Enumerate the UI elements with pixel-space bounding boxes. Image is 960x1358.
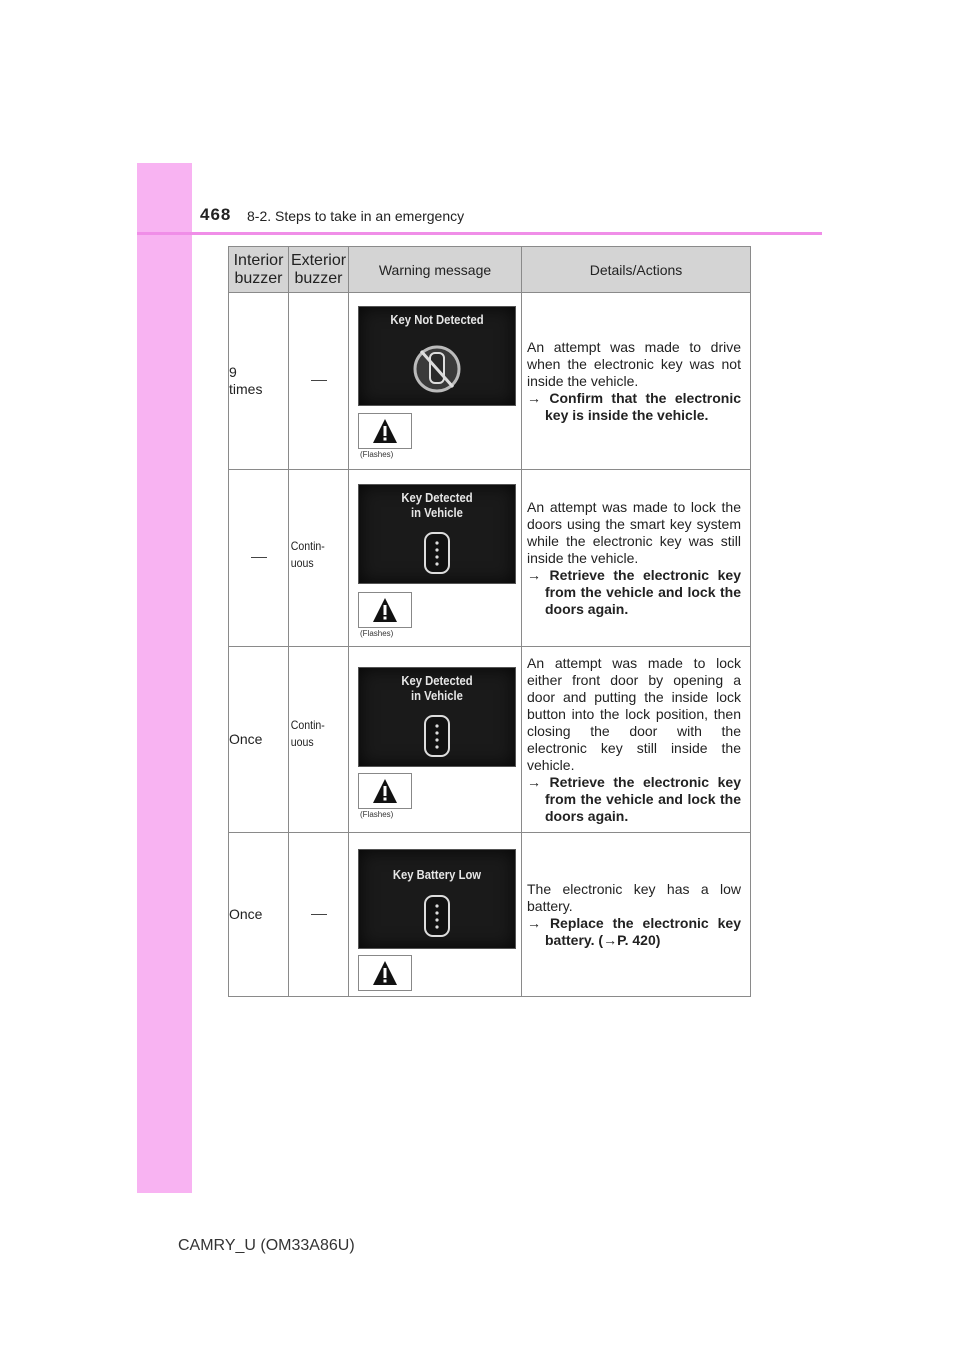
warning-table [228, 246, 751, 997]
display-screen [358, 306, 516, 406]
detail-text: The electronic key has a low battery. [527, 880, 741, 914]
key-fob-icon [359, 710, 515, 760]
screen-message: Key Battery Low [392, 868, 482, 882]
interior-buzzer-value: 9 times [229, 293, 289, 470]
dash-mark [251, 557, 267, 558]
details-actions-cell [522, 647, 751, 833]
footer-model-code: CAMRY_U (OM33A86U) [178, 1237, 355, 1254]
warning-triangle-box [358, 592, 412, 628]
header-interior-buzzer: Interior buzzer [229, 247, 289, 293]
interior-buzzer-value [229, 470, 289, 647]
screen-message: Key Detected in Vehicle [401, 491, 473, 520]
warning-triangle-box [358, 955, 412, 991]
detail-text: An attempt was made to lock either front door by opening a door and putting the inside lock button into the lock position, then closing the door with the electronic key still inside the vehicle. [527, 654, 741, 773]
detail-text: An attempt was made to lock the doors using the smart key system while the electronic key was still inside the vehicle. [527, 498, 741, 566]
interior-buzzer-value: Once [229, 833, 289, 997]
warning-triangle-icon [372, 778, 398, 804]
header-details-actions: Details/Actions [522, 247, 751, 293]
flashes-note: (Flashes) [360, 450, 394, 459]
exterior-buzzer-value [289, 293, 349, 470]
page-number: 468 [200, 205, 232, 224]
interior-buzzer-value: Once [229, 647, 289, 833]
exterior-buzzer-value: Contin-uous [289, 470, 349, 647]
details-actions-cell [522, 293, 751, 470]
details-actions-cell [522, 470, 751, 647]
display-screen [358, 849, 516, 949]
warning-triangle-icon [372, 597, 398, 623]
warning-triangle-box [358, 773, 412, 809]
warning-message-cell [349, 293, 522, 470]
section-title: 8-2. Steps to take in an emergency [247, 208, 465, 224]
warning-message-cell [349, 647, 522, 833]
warning-triangle-icon [372, 418, 398, 444]
display-screen [358, 667, 516, 767]
screen-message: Key Not Detected [390, 313, 484, 327]
table-row [229, 647, 751, 833]
exterior-buzzer-value: Contin-uous [289, 647, 349, 833]
dash-mark [311, 914, 327, 915]
warning-message-cell [349, 470, 522, 647]
key-fob-icon [359, 527, 515, 577]
warning-triangle-box [358, 413, 412, 449]
exterior-buzzer-value [289, 833, 349, 997]
action-text: → Retrieve the electronic key from the vehicle and lock the doors again. [527, 773, 741, 824]
flashes-note: (Flashes) [360, 810, 394, 819]
screen-message: Key Detected in Vehicle [401, 674, 473, 703]
dash-mark [311, 380, 327, 381]
header-rule [137, 232, 822, 235]
key-fob-icon [359, 890, 515, 940]
table-header-row [229, 247, 751, 293]
detail-text: An attempt was made to drive when the electronic key was not inside the vehicle. [527, 338, 741, 389]
action-text: → Confirm that the electronic key is inside the vehicle. [527, 389, 741, 423]
action-text: → Retrieve the electronic key from the vehicle and lock the doors again. [527, 566, 741, 617]
crossed-key-icon [359, 335, 515, 405]
display-screen [358, 484, 516, 584]
chapter-sidebar-tab [137, 163, 192, 1193]
header-warning-message: Warning message [349, 247, 522, 293]
header-exterior-buzzer: Exterior buzzer [289, 247, 349, 293]
warning-triangle-icon [372, 960, 398, 986]
flashes-note: (Flashes) [360, 629, 394, 638]
table-row [229, 293, 751, 470]
details-actions-cell [522, 833, 751, 997]
action-text: → Replace the electronic key battery. (→P. 420) [527, 914, 741, 948]
table-row [229, 833, 751, 997]
table-row [229, 470, 751, 647]
warning-message-cell [349, 833, 522, 997]
